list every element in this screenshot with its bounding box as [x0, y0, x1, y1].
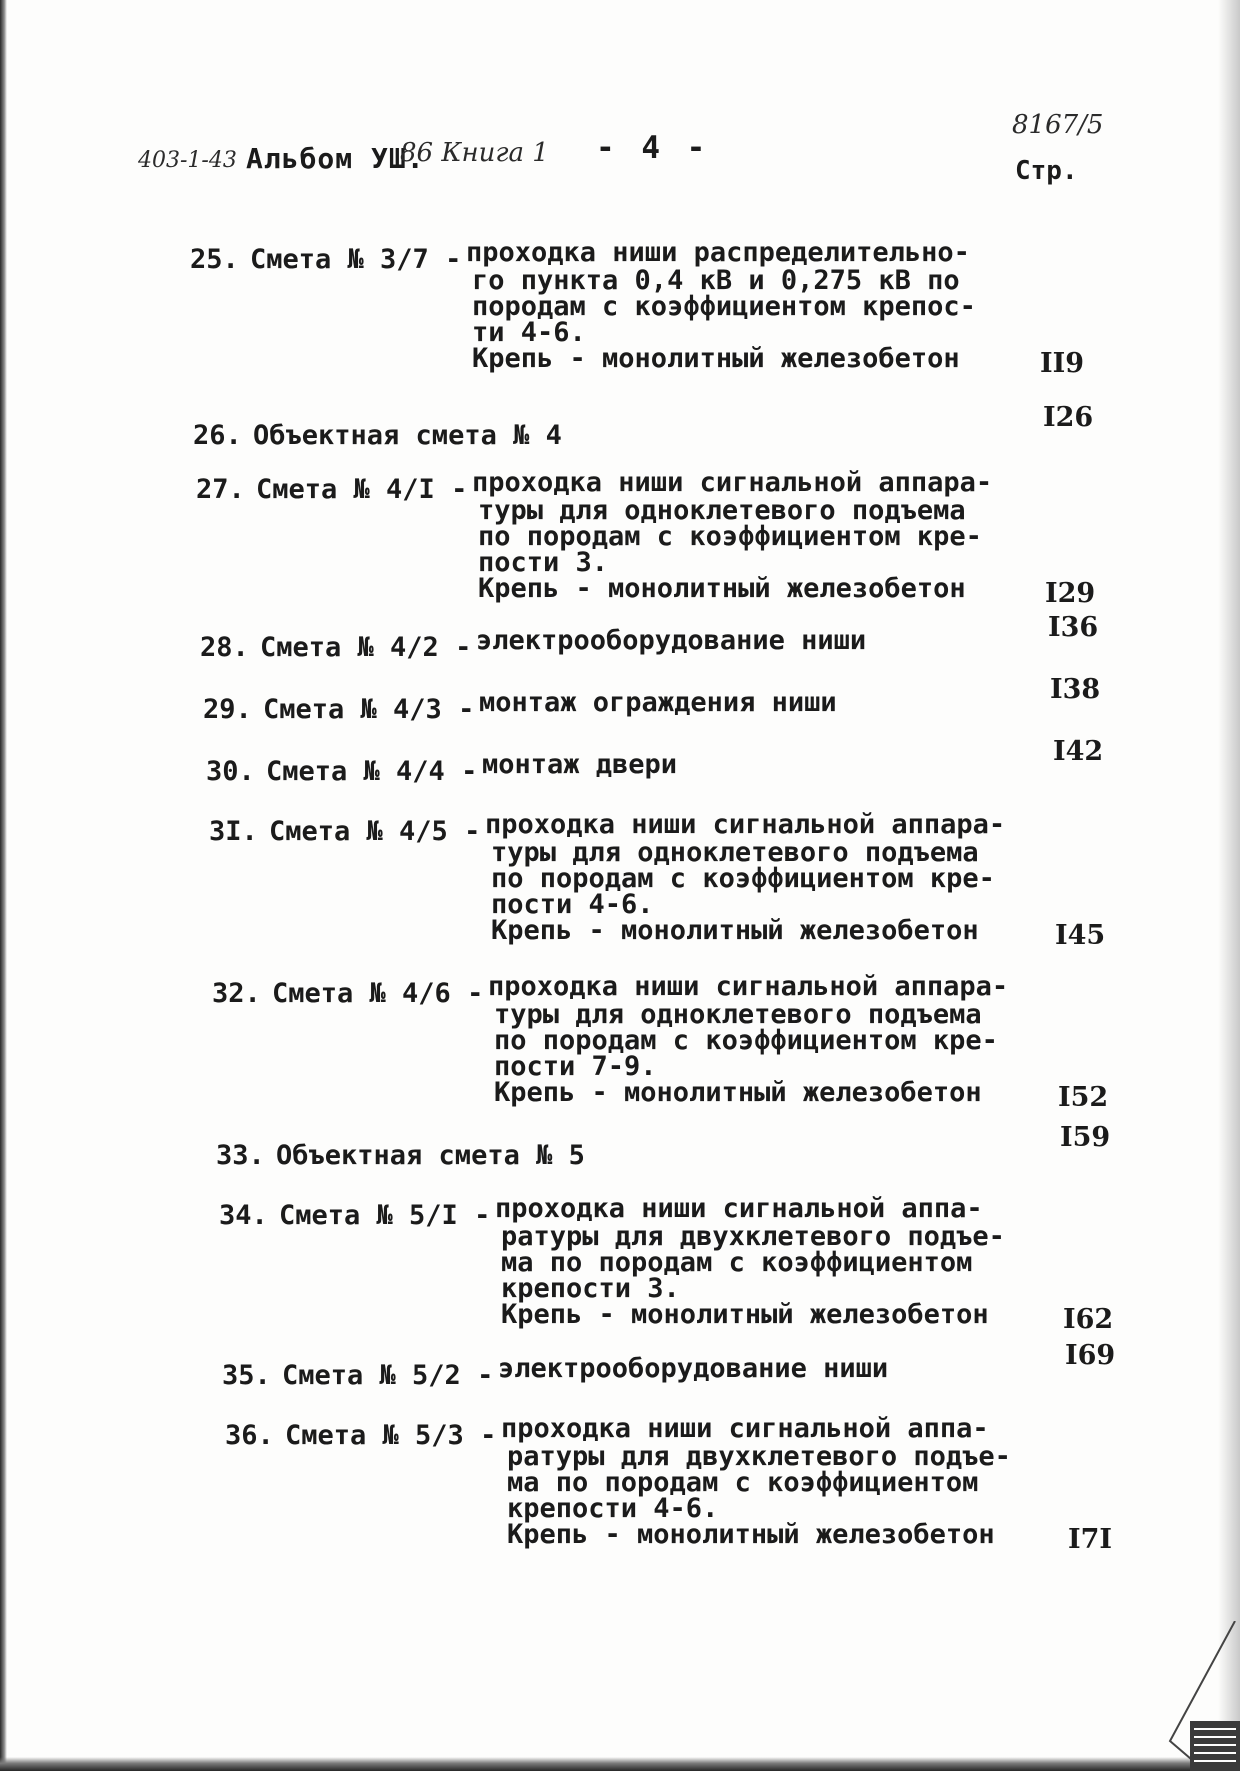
entry-page-number: I36: [1048, 612, 1099, 643]
entry-title: Смета № 4/4 -: [266, 756, 478, 787]
entry-title: Объектная смета № 4: [253, 420, 562, 451]
entry-number: 30.: [206, 756, 255, 787]
entry-number: 29.: [203, 694, 252, 725]
entry-description-line: ма по породам с коэффициентом: [507, 1467, 979, 1498]
entry-description-line: пости 7-9.: [494, 1051, 657, 1082]
entry-page-number: I38: [1050, 674, 1101, 705]
entry-description-line: проходка ниши сигнальной аппара-: [485, 809, 1006, 840]
entry-description-line: пости 4-6.: [491, 889, 654, 920]
entry-title: Смета № 3/7 -: [250, 244, 462, 275]
entry-description-line: по породам с коэффициентом кре-: [494, 1025, 998, 1056]
entry-page-number: I7I: [1068, 1524, 1113, 1555]
entry-title: Смета № 4/5 -: [269, 816, 481, 847]
entry-description-line: по породам с коэффициентом кре-: [478, 521, 982, 552]
scan-bottom-edge: [0, 1757, 1240, 1771]
entry-title: Смета № 5/2 -: [282, 1360, 494, 1391]
entry-number: 33.: [216, 1140, 265, 1171]
entry-title: Смета № 4/I -: [256, 474, 468, 505]
project-code: 403-1-43: [138, 148, 237, 173]
entry-page-number: I62: [1063, 1304, 1114, 1335]
entry-description-line: Крепь - монолитный железобетон: [507, 1519, 995, 1550]
entry-number: 32.: [212, 978, 261, 1009]
scan-left-edge: [0, 0, 7, 1771]
entry-description-line: Крепь - монолитный железобетон: [501, 1299, 989, 1330]
album-label: Альбом УШ.: [246, 142, 425, 175]
document-number: 8167/5: [1012, 110, 1104, 140]
entry-number: 36.: [225, 1420, 274, 1451]
entry-page-number: I45: [1055, 920, 1106, 951]
entry-number: 26.: [193, 420, 242, 451]
entry-page-number: I52: [1058, 1082, 1109, 1113]
page-number: - 4 -: [596, 130, 710, 166]
entry-description-line: проходка ниши сигнальной аппа-: [501, 1413, 989, 1444]
entry-description-line: породам с коэффициентом крепос-: [472, 291, 976, 322]
entry-description-line: проходка ниши сигнальной аппара-: [488, 971, 1009, 1002]
page-header: [0, 110, 1240, 200]
entry-title: Смета № 5/3 -: [285, 1420, 497, 1451]
scan-right-shadow: [1218, 0, 1240, 1771]
entry-page-number: I29: [1045, 578, 1096, 609]
entry-description-line: проходка ниши сигнальной аппа-: [495, 1193, 983, 1224]
entry-page-number: II9: [1040, 348, 1085, 379]
entry-description-line: крепости 4-6.: [507, 1493, 719, 1524]
entry-page-number: I42: [1053, 736, 1104, 767]
page-column-label: Стр.: [1015, 156, 1078, 186]
entry-page-number: I69: [1065, 1340, 1116, 1371]
entry-number: 25.: [190, 244, 239, 275]
book-label: 86 Книга 1: [400, 138, 549, 168]
entry-description-line: монтаж ограждения ниши: [479, 687, 837, 718]
entry-title: Смета № 4/6 -: [272, 978, 484, 1009]
entry-description-line: проходка ниши сигнальной аппара-: [472, 467, 993, 498]
entry-description-line: ратуры для двухклетевого подъе-: [507, 1441, 1011, 1472]
entry-description-line: туры для одноклетевого подъема: [491, 837, 979, 868]
binding-corner-mark: [1110, 1621, 1240, 1771]
entry-page-number: I26: [1043, 402, 1094, 433]
entry-description-line: проходка ниши распределительно-: [466, 237, 970, 268]
entry-description-line: по породам с коэффициентом кре-: [491, 863, 995, 894]
entry-description-line: ратуры для двухклетевого подъе-: [501, 1221, 1005, 1252]
entry-description-line: туры для одноклетевого подъема: [478, 495, 966, 526]
entry-number: 35.: [222, 1360, 271, 1391]
entry-description-line: Крепь - монолитный железобетон: [494, 1077, 982, 1108]
entry-description-line: Крепь - монолитный железобетон: [491, 915, 979, 946]
entry-description-line: го пункта 0,4 кВ и 0,275 кВ по: [472, 265, 960, 296]
entry-title: Смета № 5/I -: [279, 1200, 491, 1231]
entry-description-line: пости 3.: [478, 547, 609, 578]
entry-page-number: I59: [1060, 1122, 1111, 1153]
entry-description-line: электрооборудование ниши: [476, 625, 867, 656]
entry-description-line: ти 4-6.: [472, 317, 586, 348]
entry-title: Объектная смета № 5: [276, 1140, 585, 1171]
entry-number: 28.: [200, 632, 249, 663]
entry-description-line: Крепь - монолитный железобетон: [478, 573, 966, 604]
entry-description-line: крепости 3.: [501, 1273, 680, 1304]
entry-title: Смета № 4/3 -: [263, 694, 475, 725]
entry-number: 3I.: [209, 816, 258, 847]
entry-description-line: ма по породам с коэффициентом: [501, 1247, 973, 1278]
entry-description-line: монтаж двери: [482, 749, 678, 780]
entry-description-line: электрооборудование ниши: [498, 1353, 889, 1384]
entry-number: 34.: [219, 1200, 268, 1231]
entry-title: Смета № 4/2 -: [260, 632, 472, 663]
entry-description-line: туры для одноклетевого подъема: [494, 999, 982, 1030]
entry-number: 27.: [196, 474, 245, 505]
entry-description-line: Крепь - монолитный железобетон: [472, 343, 960, 374]
